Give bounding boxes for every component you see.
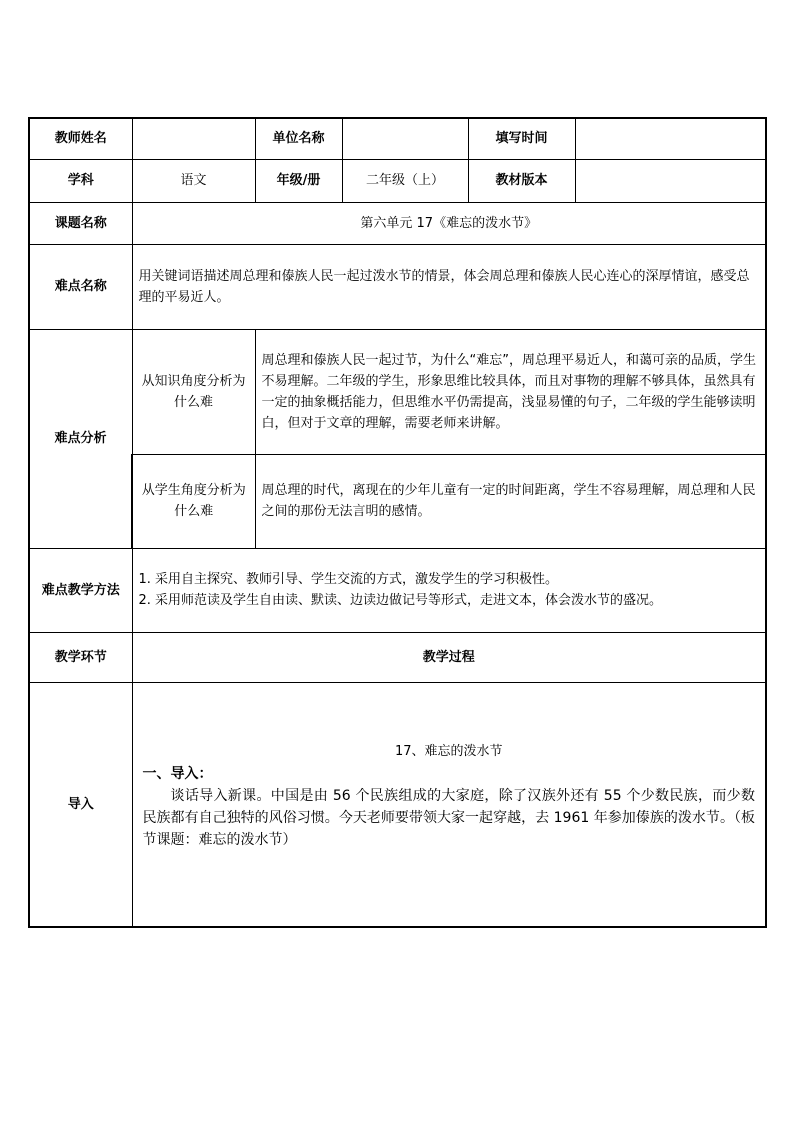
fill-time-label: 填写时间 xyxy=(468,118,575,159)
teacher-name-label: 教师姓名 xyxy=(29,118,132,159)
difficulty-analysis-label: 难点分析 xyxy=(29,329,132,548)
student-angle-text: 周总理的时代，离现在的少年儿童有一定的时间距离，学生不容易理解，周总理和人民之间的那份无法言明的感情。 xyxy=(255,454,766,548)
process-heading: 一、导入： xyxy=(142,765,213,782)
teaching-method-list xyxy=(132,548,766,632)
teaching-process-label: 教学过程 xyxy=(132,632,766,682)
unit-name-label: 单位名称 xyxy=(255,118,342,159)
table-row xyxy=(29,244,766,329)
student-angle-label: 从学生角度分析为什么难 xyxy=(132,454,255,548)
table-row xyxy=(29,159,766,202)
method-item: 1. 采用自主探究、教师引导、学生交流的方式，激发学生的学习积极性。 xyxy=(138,572,559,587)
process-body: 谈话导入新课。中国是由 56 个民族组成的大家庭，除了汉族外还有 55 个少数民族，而少数民族都有自己独特的风俗习惯。今天老师要带领大家一起穿越，去 1961 年参加傣族的泼水节。（板节课题：难忘的泼水节） xyxy=(142,787,755,848)
lesson-plan-table xyxy=(28,117,767,928)
lesson-title-label: 课题名称 xyxy=(29,202,132,244)
difficulty-name-label: 难点名称 xyxy=(29,244,132,329)
unit-name-value xyxy=(342,118,468,159)
textbook-version-label: 教材版本 xyxy=(468,159,575,202)
knowledge-angle-label: 从知识角度分析为什么难 xyxy=(132,329,255,454)
textbook-version-value xyxy=(575,159,766,202)
table-row xyxy=(29,454,766,548)
subject-value: 语文 xyxy=(132,159,255,202)
knowledge-angle-text: 周总理和傣族人民一起过节，为什么“难忘”，周总理平易近人，和蔼可亲的品质，学生不易理解。二年级的学生，形象思维比较具体，而且对事物的理解不够具体，虽然具有一定的抽象概括能力，但思维水平仍需提高，浅显易懂的句子，二年级的学生能够读明白，但对于文章的理解，需要老师来讲解。 xyxy=(255,329,766,454)
table-row xyxy=(29,682,766,927)
lesson-title-value: 第六单元 17《难忘的泼水节》 xyxy=(132,202,766,244)
teaching-method-label: 难点教学方法 xyxy=(29,548,132,632)
table-row xyxy=(29,632,766,682)
fill-time-value xyxy=(575,118,766,159)
introduction-label: 导入 xyxy=(29,682,132,927)
grade-label: 年级/册 xyxy=(255,159,342,202)
process-title: 17、难忘的泼水节 xyxy=(394,743,503,759)
grade-value: 二年级（上） xyxy=(342,159,468,202)
difficulty-name-value: 用关键词语描述周总理和傣族人民一起过泼水节的情景，体会周总理和傣族人民心连心的深厚情谊，感受总理的平易近人。 xyxy=(132,244,766,329)
method-item: 2. 采用师范读及学生自由读、默读、边读边做记号等形式，走进文本，体会泼水节的盛况。 xyxy=(138,593,663,608)
table-row xyxy=(29,202,766,244)
table-row xyxy=(29,329,766,454)
teaching-stage-label: 教学环节 xyxy=(29,632,132,682)
subject-label: 学科 xyxy=(29,159,132,202)
table-row xyxy=(29,118,766,159)
table-row xyxy=(29,548,766,632)
teacher-name-value xyxy=(132,118,255,159)
introduction-content xyxy=(132,682,766,927)
